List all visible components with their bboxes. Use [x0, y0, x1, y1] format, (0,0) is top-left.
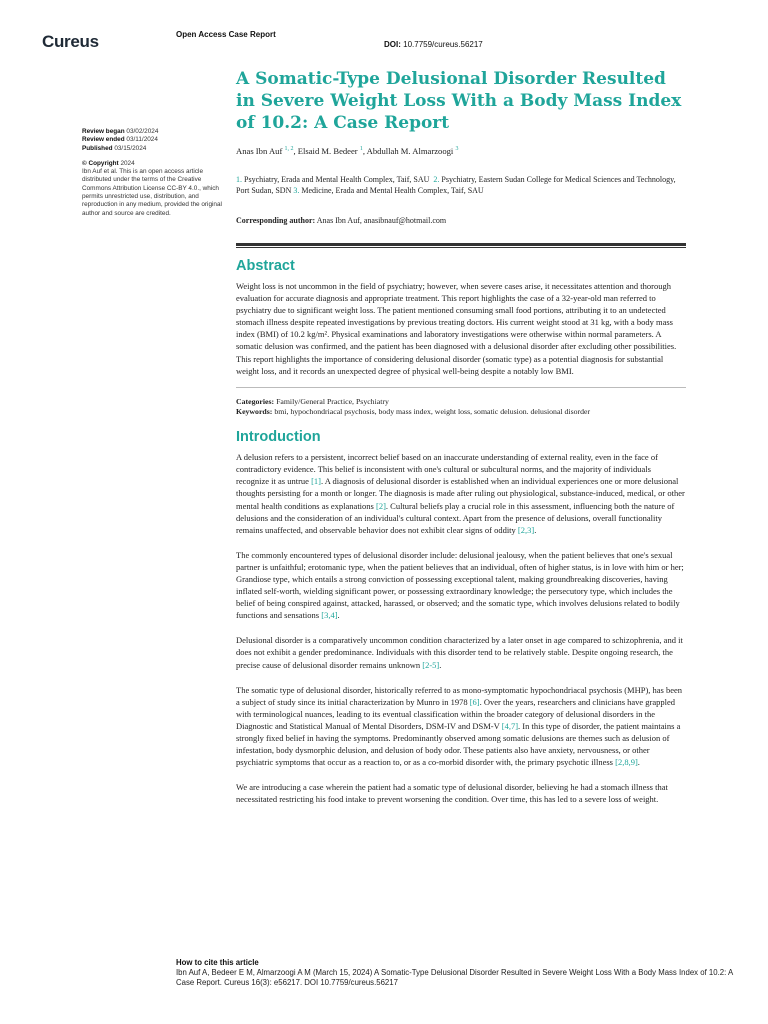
reference-link[interactable]: [6] — [469, 696, 480, 707]
copyright: © Copyright 2024 Ibn Auf et al. This is an open access article distributed under the terms of the Creative Commons Attribution License CC-BY 4.0., which permits unrestricted use, distribution, and reproduction in any medium, provided the original author and source are credited. — [82, 159, 222, 217]
author[interactable]: Anas Ibn Auf $^{1, 2}$ — [236, 146, 294, 156]
reference-link[interactable]: [2,8,9] — [615, 757, 638, 768]
paragraph: We are introducing a case wherein the patient had a somatic type of delusional disorder, believing he had a stomach illness that necessitated restricting his food intake to prevent worsening the condition. Over time, this has led to a severe loss of weight. — [236, 782, 668, 805]
review-began: Review began 03/02/2024 — [82, 128, 159, 135]
article-type: Open Access Case Report — [176, 30, 276, 39]
section-divider — [236, 243, 686, 248]
cite-heading: How to cite this article — [176, 958, 259, 967]
reference-link[interactable]: [1] — [311, 476, 321, 487]
article-title: A Somatic-Type Delusional Disorder Resulted in Severe Weight Loss With a Body Mass Index of 10.2: A Case Report — [236, 69, 682, 133]
citation-footer — [176, 958, 736, 989]
author[interactable]: Elsaid M. Bedeer $^1$ — [297, 146, 363, 156]
review-dates — [82, 128, 222, 153]
license-text: Ibn Auf et al. This is an open access article distributed under the terms of the Creative Commons Attribution License CC-BY 4.0., which permits unrestricted use, distribution, and reproduction in any medium, provided the original author and source are credited. — [82, 168, 222, 217]
paragraph: The somatic type of delusional disorder, historically referred to as mono-symptomatic hypochondriacal psychosis (MHP), has been a subject of study since its initial characterization by Munro in 1978 [6]. Over the years, researchers and clinicians have grappled with terminological nuances, leading to its eventual classification within the broader category of delusional disorders in the Diagnostic and Statistical Manual of Mental Disorders, DSM-IV and DSM-V [4,7]. In this type of disorder, the patient maintains a strongly fixed belief in having the symptoms. Predominantly observed among somatic delusions are themes such as delusion of infestation, body dysmorphic delusion, and delusion of body odor. These patients also have anxiety, nervousness, or other psychiatric symptoms that occur as a reaction to, or as a co-morbid disorder with, the primary psychotic illness [2,8,9]. — [236, 684, 683, 768]
article-main — [236, 68, 686, 806]
reference-link[interactable]: [2,3] — [517, 524, 535, 535]
reference-link[interactable]: [2] — [375, 500, 386, 511]
corresponding-email[interactable]: Anas Ibn Auf, anasibnauf@hotmail.com — [316, 216, 447, 225]
divider — [236, 387, 686, 388]
published-date: Published 03/15/2024 — [82, 144, 147, 152]
review-ended: Review ended 03/11/2024 — [82, 136, 158, 144]
cureus-logo[interactable]: Cureus — [42, 32, 99, 51]
article-sidebar — [82, 128, 222, 218]
introduction-body — [236, 451, 686, 805]
abstract-text: Weight loss is not uncommon in the field of psychiatry; however, when severe cases arise, it necessitates attention and thorough evaluation for accurate diagnosis and appropriate treatment. This report highlights the case of a 32-year-old man referred to psychiatry due to significant weight loss. The patient mentioned consuming small food portions, attributing it to an undetected stomach illness despite repeated investigations by previous treating doctors. His current weight stood at 31 kg, with a body mass index (BMI) of 10.2 kg/m². Physical examinations and laboratory investigations were otherwise within normal parameters. A somatic delusion was confirmed, and the patient has been diagnosed with a delusional disorder after excluding other possibilities. This report highlights the importance of considering delusional disorder (somatic type) as a potential diagnosis for substantial weight loss, and it records an unexpected degree of physical well-being despite a notably low BMI. — [236, 281, 677, 376]
keywords: Keywords: bmi, hypochondriacal psychosis, body mass index, weight loss, somatic delusion. delusional disorder — [236, 406, 591, 416]
categories: Categories: Family/General Practice, Psychiatry — [236, 396, 389, 406]
paragraph: The commonly encountered types of delusional disorder include: delusional jealousy, when the patient believes that one's sexual partner is unfaithful; erotomanic type, when the patient believes that an individual, often of higher status, is in love with him or her; Grandiose type, which entails a strong conviction of possessing exceptional talent, making groundbreaking discoveries, having inflated self-worth, wielding significant power, or possessing extraordinary knowledge; the persecutory type, which includes the belief of being conspired against, attacked, harassed, or observed; and the somatic type, which involves delusions related to bodily functions and sensations [3,4]. — [236, 549, 684, 621]
reference-link[interactable]: [4,7] — [501, 720, 519, 731]
reference-link[interactable]: [2-5] — [422, 659, 440, 670]
author-list: Anas Ibn Auf $^{1, 2}$, Elsaid M. Bedeer $^1$, Abdullah M. Almarzoogi $^3$ — [236, 146, 459, 156]
paragraph: A delusion refers to a persistent, incorrect belief based on an inaccurate understanding of external reality, even in the face of contradictory evidence. This belief is inconsistent with one's cultural or subcultural norms, and the majority of individuals recognize it as untrue [1]. A diagnosis of delusional disorder is established when an individual experiences one or more delusional thoughts persisting for a month or longer. The diagnosis is made after ruling out physiological, substance-induced, medical, or other mental health conditions as explanations [2]. Cultural beliefs play a crucial role in this assessment, influencing both the nature of delusions and the consideration of an individual's cultural context. Apart from the presence of delusions, overall functionality remains unaffected, and observable behavior does not exhibit clear signs of oddity [2,3]. — [236, 452, 685, 535]
reference-link[interactable]: [3,4] — [321, 610, 338, 621]
doi-value: 10.7759/cureus.56217 — [403, 40, 483, 49]
doi[interactable] — [384, 40, 483, 49]
corresponding-author: Corresponding author: Anas Ibn Auf, anasibnauf@hotmail.com — [236, 216, 447, 225]
abstract-heading: Abstract — [236, 258, 295, 274]
author[interactable]: Abdullah M. Almarzoogi $^3$ — [366, 146, 459, 156]
article-meta — [236, 397, 686, 417]
introduction-heading: Introduction — [236, 429, 321, 446]
paragraph: Delusional disorder is a comparatively uncommon condition characterized by a later onset in age compared to schizophrenia, and it does not exhibit a gender predominance. Individuals with this disorder tend to be relatively stable. Despite ongoing research, the precise cause of delusional disorder remains unknown [2-5]. — [236, 635, 683, 670]
citation-text: Ibn Auf A, Bedeer E M, Almarzoogi A M (March 15, 2024) A Somatic-Type Delusional Disorder Resulted in Severe Weight Loss With a Body Mass Index of 10.2: A Case Report. Cureus 16(3): e56217. DOI 10.7759/cureus.56217 — [176, 968, 733, 988]
affiliations: 1. Psychiatry, Erada and Mental Health Complex, Taif, SAU 2. Psychiatry, Eastern Sudan College for Medical Sciences and Technology, Port Sudan, SDN 3. Medicine, Erada and Mental Health Complex, Taif, SAU — [236, 175, 676, 195]
doi-label: DOI: — [384, 40, 401, 49]
